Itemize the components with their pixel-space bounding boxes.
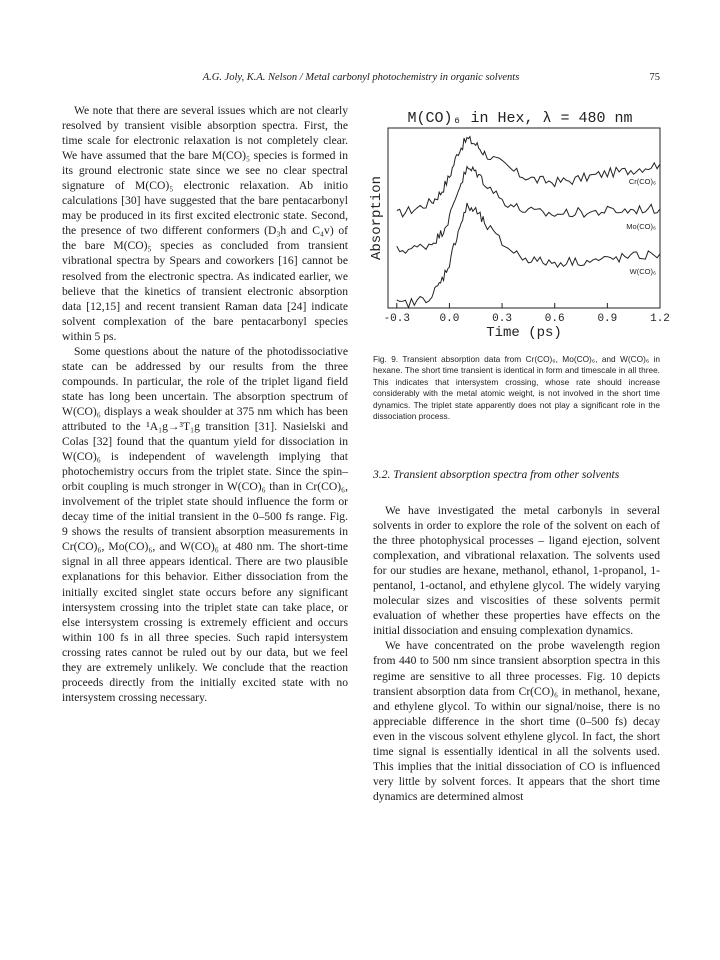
- plot-frame: [388, 128, 660, 308]
- x-tick-label: -0.3: [383, 313, 410, 325]
- caption-label: Fig. 9.: [373, 354, 399, 364]
- right-paragraph-2: We have concentrated on the probe wavelength region from 440 to 500 nm since transient absorption spectra in this regime are sensitive to all three processes. Fig. 10 depicts transient absorption data from Cr(CO)₆ in methanol, hexane, and ethylene glycol. To within our signal/noise, there is no appreciable difference in the short time (0–500 fs) decay even in the viscous solvent ethylene glycol. In fact, the short time signal is essentially identical in all the solvents used. This implies that the initial dissociation of CO is influenced very little by solvent forces. It appears that the short time dynamics are determined almost: [373, 639, 660, 803]
- right-paragraph-1: We have investigated the metal carbonyls in several solvents in order to explore the role of the solvent on each of the three photophysical processes – ligand ejection, solvent complexation, and vibrational relaxation. The solvents used for our studies are hexane, methanol, ethanol, 1-propanol, 1-pentanol, 1-octanol, and ethylene glycol. The widely varying molecular sizes and viscosities of these solvents permit evaluation of whether these properties have effects on the initial dissociation and ensuing complexation dynamics.: [373, 504, 660, 638]
- left-column: [62, 103, 348, 705]
- series-label: W(CO)₆: [629, 267, 656, 276]
- series-line: [397, 167, 660, 254]
- series-label: Mo(CO)₆: [626, 222, 656, 231]
- x-tick-label: 0.3: [492, 313, 512, 325]
- x-tick-label: 0.0: [439, 313, 460, 325]
- left-paragraph-1: We note that there are several issues which are not clearly resolved by transient visible absorption spectra. First, the time scale for electronic relaxation is not completely clear. We have assumed that the bare M(CO)₅ species is formed in its ground electronic state since we see no clear spectral signature of M(CO)₅ electronic relaxation. Ab initio calculations [30] have suggested that the bare pentacarbonyl may be produced in its first excited electronic state. Second, the presence of two different conformers (D₃h and C₄v) of the bare M(CO)₅ species as concluded from transient vibrational spectra by Spears and coworkers [16] cannot be resolved from the electronic spectra. As indicated earlier, we believe that the kinetics of transient electronic absorption data [12,15] and recent transient Raman data [24] indicate solvent complexation of the bare pentacarbonyl species within 5 ps.: [62, 104, 348, 343]
- y-axis-label: Absorption: [369, 175, 385, 261]
- right-column: [373, 497, 660, 804]
- x-tick-label: 0.9: [597, 313, 618, 325]
- figure-caption: [373, 354, 660, 422]
- transient-absorption-chart: [369, 100, 670, 341]
- series-line: [397, 137, 660, 217]
- series-line: [397, 203, 660, 308]
- left-paragraph-2: Some questions about the nature of the photodissociative state can be addressed by our results from the three compounds. In particular, the role of the triplet ligand field state has long been uncertain. The absorption spectrum of W(CO)₆ displays a weak shoulder at 375 nm which has been attributed to the ¹A₁g→³T₁g transition [31]. Nasielski and Colas [32] found that the quantum yield for dissociation in W(CO)₆ is independent of wavelength implying that photochemistry occurs from the triplet state. Since the spin–orbit coupling is much stronger in W(CO)₆ than in Cr(CO)₆, involvement of the triplet state should influence the form or decay time of the initial transient in the 0–500 fs range. Fig. 9 shows the results of transient absorption measurements in Cr(CO)₆, Mo(CO)₆, and W(CO)₆ at 480 nm. The short-time signal in all three appears identical. There are two plausible explanations for this behavior. Either dissociation from the initially excited singlet state occurs before any significant intersystem crossing into the triplet state can take place, or else intersystem crossing is extremely efficient and occurs within 100 fs in all three species. Such rapid intersystem crossing rates cannot be ruled out by our data, but we feel they are extremely unlikely. We conclude that the reaction proceeds directly from the initially excited state with no intersystem crossing necessary.: [62, 344, 348, 704]
- page-number: 75: [649, 72, 660, 83]
- caption-text: Transient absorption data from Cr(CO)₆, Mo(CO)₆, and W(CO)₆ in hexane. The short time transient is identical in form and timescale in all three. This indicates that intersystem crossing, whose rate should increase considerably with the metal atomic weight, is not involved in the short time dynamics. The triplet state apparently does not play a significant role in the dissociation process.: [373, 354, 660, 422]
- chart-title: M(CO)₆ in Hex, λ = 480 nm: [407, 110, 633, 127]
- x-axis-label: Time (ps): [486, 325, 562, 341]
- running-title: A.G. Joly, K.A. Nelson / Metal carbonyl photochemistry in organic solvents: [202, 72, 520, 83]
- figure-9: [369, 100, 670, 341]
- series-label: Cr(CO)₆: [628, 177, 656, 186]
- x-tick-label: 0.6: [544, 313, 565, 325]
- x-tick-label: 1.2: [650, 313, 670, 325]
- running-header: [62, 72, 660, 88]
- section-heading: 3.2. Transient absorption spectra from other solvents: [373, 468, 620, 481]
